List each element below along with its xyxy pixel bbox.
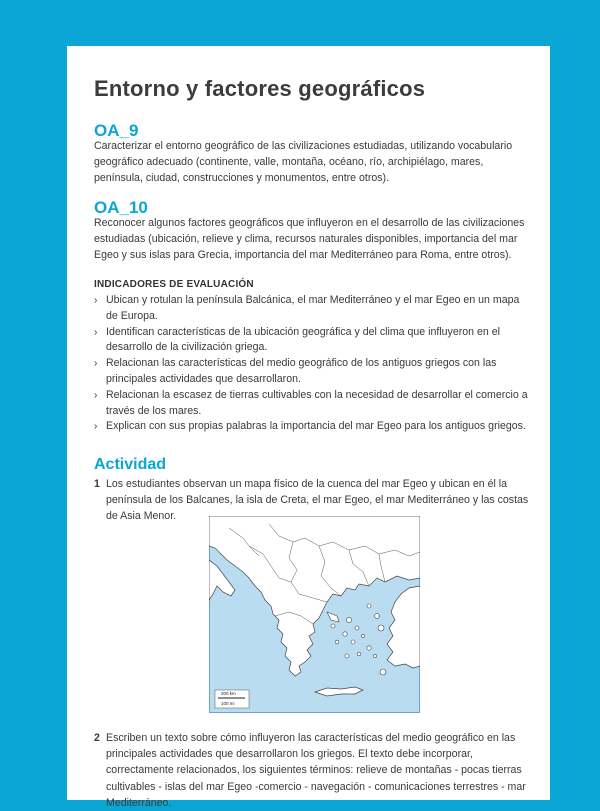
indicator-item: › Explican con sus propias palabras la importancia del mar Egeo para los antiguos griegos. xyxy=(94,419,530,435)
document-page xyxy=(67,46,550,809)
indicator-item: › Ubican y rotulan la península Balcánica, el mar Mediterráneo y el mar Egeo en un mapa de Europa. xyxy=(94,294,520,322)
aegean-map xyxy=(209,516,420,713)
map-scale-top: 200 km xyxy=(221,691,236,696)
chevron-right-icon: › xyxy=(94,326,98,338)
indicators-list xyxy=(94,293,530,435)
indicators-heading: INDICADORES DE EVALUACIÓN xyxy=(94,279,254,290)
step-number: 1 xyxy=(94,478,100,490)
step-number: 2 xyxy=(94,732,100,744)
chevron-right-icon: › xyxy=(94,421,98,433)
indicator-item: › Relacionan las características del medio geográfico de los antiguos griegos con las principales actividades que desarrollaron. xyxy=(94,357,497,385)
step-text: Escriben un texto sobre cómo influyeron las características del medio geográfico en las principales actividades que desarrollaron los griegos. El texto debe incorporar, correctamente relacionados, los siguientes términos: relieve de montañas - pocas tierras cultivables - islas del mar Egeo -comercio - navegación - comunicaciones terrestres - mar Mediterráneo. xyxy=(106,732,526,809)
indicator-item: › Relacionan la escasez de tierras cultivables con la necesidad de desarrollar el comercio a través de los mares. xyxy=(94,388,528,417)
chevron-right-icon: › xyxy=(94,389,98,401)
activity-title: Actividad xyxy=(94,456,167,473)
step-text: Los estudiantes observan un mapa físico de la cuenca del mar Egeo y ubican en él la península de los Balcanes, la isla de Creta, el mar Egeo, el mar Mediterráneo y las costas de Asia Menor. xyxy=(106,478,529,523)
activity-step-2 xyxy=(94,730,530,811)
oa10-code: OA_10 xyxy=(94,198,148,217)
map-scale-bottom: 100 mi xyxy=(221,701,235,706)
oa9-text: Caracterizar el entorno geográfico de las civilizaciones estudiadas, utilizando vocabulario geográfico adecuado (continente, valle, montaña, océano, río, archipiélago, mares, península, ciudad, construcciones y monumentos, entre otros). xyxy=(94,140,513,185)
map-scale xyxy=(215,690,249,708)
chevron-right-icon: › xyxy=(94,358,98,370)
oa9-code: OA_9 xyxy=(94,121,139,140)
chevron-right-icon: › xyxy=(94,295,98,306)
indicator-item: › Identifican características de la ubicación geográfica y del clima que influyeron en el desarrollo de la civilización griega. xyxy=(94,325,500,354)
page-title: Entorno y factores geográficos xyxy=(94,76,426,101)
oa10-text: Reconocer algunos factores geográficos que influyeron en el desarrollo de las civilizaciones estudiadas (ubicación, relieve y clima, recursos naturales disponibles, importancia del mar Egeo y sus islas para Grecia, importancia del mar Mediterráneo para Roma, entre otros). xyxy=(94,217,525,262)
